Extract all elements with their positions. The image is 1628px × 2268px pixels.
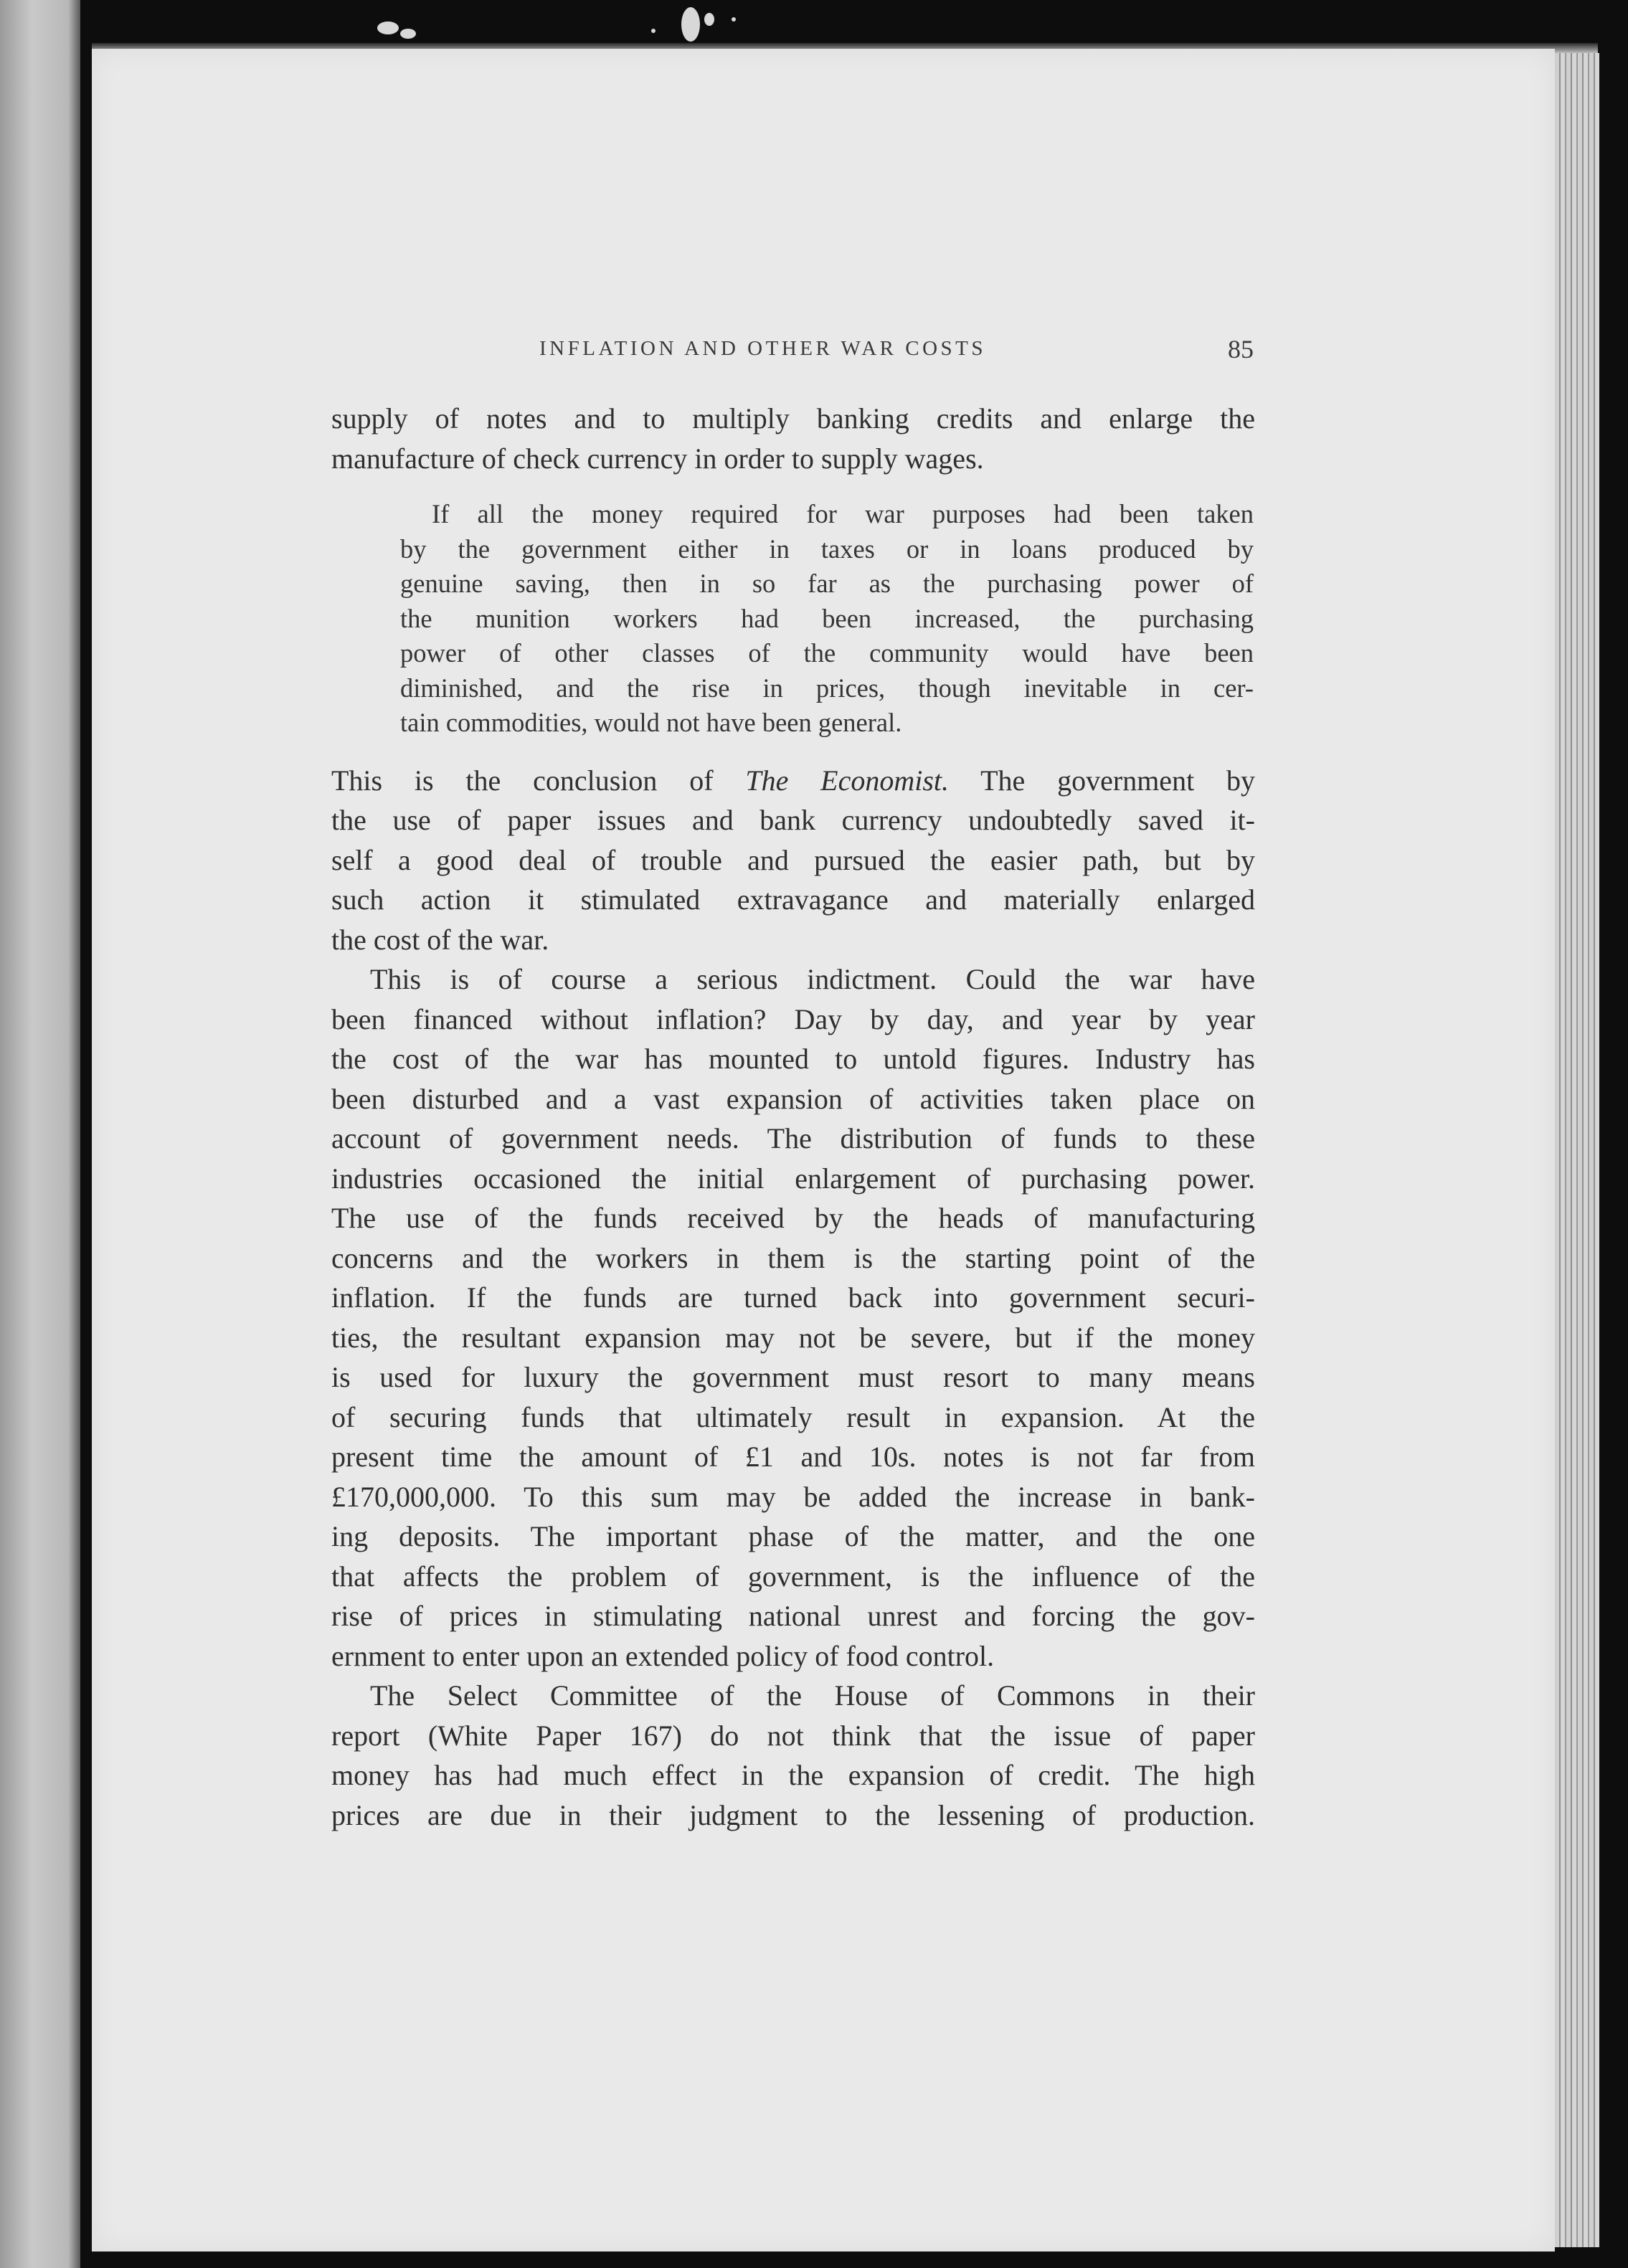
quote-line: the munition workers had been increased, the purchasing [400, 603, 1254, 633]
text-line: concerns and the workers in them is the starting point of the [331, 1241, 1255, 1274]
text-line: The use of the funds received by the heads of manufacturing [331, 1202, 1255, 1234]
quote-line: tain commodities, would not have been general. [400, 708, 902, 737]
paragraph-1 [331, 399, 1255, 478]
paragraph-3 [331, 959, 1255, 1676]
text-line: industries occasioned the initial enlargement of purchasing power. [331, 1162, 1255, 1195]
text-run: This is the conclusion of [331, 764, 746, 797]
text-line: such action it stimulated extravagance and materially enlarged [331, 883, 1255, 916]
text-line: the cost of the war. [331, 923, 549, 956]
text-line: is used for luxury the government must resort to many means [331, 1361, 1255, 1393]
text-line: £170,000,000. To this sum may be added the increase in bank- [331, 1480, 1255, 1513]
body-text [331, 399, 1255, 1835]
quote-line: diminished, and the rise in prices, though inevitable in cer- [400, 673, 1254, 703]
page-header [539, 337, 1254, 373]
running-head: INFLATION AND OTHER WAR COSTS [539, 337, 986, 360]
quote-line: by the government either in taxes or in loans produced by [400, 533, 1254, 564]
text-run: The government by [949, 764, 1255, 797]
page-number: 85 [1228, 335, 1254, 364]
text-line: ties, the resultant expansion may not be severe, but if the money [331, 1321, 1255, 1354]
text-line: been financed without inflation? Day by day, and year by year [331, 1002, 1255, 1035]
paragraph-4 [331, 1676, 1255, 1835]
paragraph-2 [331, 761, 1255, 960]
text-line: supply of notes and to multiply banking credits and enlarge the [331, 402, 1255, 435]
stacked-page-edges [1555, 53, 1599, 2247]
quote-line: genuine saving, then in so far as the purchasing power of [400, 569, 1254, 598]
scan-specks [373, 7, 746, 50]
quote-line: power of other classes of the community would have been [400, 638, 1254, 668]
publication-title: The Economist. [745, 764, 950, 797]
text-line: the use of paper issues and bank currency undoubtedly saved it- [331, 804, 1255, 836]
text-line: This is of course a serious indictment. Could the war have [370, 963, 1255, 995]
text-line: the cost of the war has mounted to untold figures. Industry has [331, 1043, 1255, 1075]
text-line: The Select Committee of the House of Commons in their [370, 1679, 1255, 1712]
text-line: rise of prices in stimulating national unrest and forcing the gov- [331, 1600, 1255, 1632]
block-quote [400, 497, 1254, 741]
text-line: that affects the problem of government, is the influence of the [331, 1560, 1255, 1593]
text-line: account of government needs. The distribution of funds to these [331, 1122, 1255, 1154]
adjacent-page-edge [0, 0, 80, 2268]
text-line: been disturbed and a vast expansion of activities taken place on [331, 1082, 1255, 1115]
text-line: present time the amount of £1 and 10s. notes is not far from [331, 1441, 1255, 1473]
text-line: self a good deal of trouble and pursued the easier path, but by [331, 843, 1255, 876]
text-line: report (White Paper 167) do not think that the issue of paper [331, 1719, 1255, 1752]
text-line: ernment to enter upon an extended policy of food control. [331, 1639, 995, 1672]
text-line: of securing funds that ultimately result in expansion. At the [331, 1400, 1255, 1433]
quote-line: If all the money required for war purposes had been taken [432, 499, 1254, 528]
text-line: manufacture of check currency in order to supply wages. [331, 442, 984, 475]
text-line: inflation. If the funds are turned back into government securi- [331, 1281, 1255, 1314]
text-line: ing deposits. The important phase of the matter, and the one [331, 1520, 1255, 1552]
text-line: prices are due in their judgment to the lessening of production. [331, 1798, 1255, 1831]
text-line: money has had much effect in the expansion of credit. The high [331, 1759, 1255, 1791]
text-line [331, 761, 1255, 801]
